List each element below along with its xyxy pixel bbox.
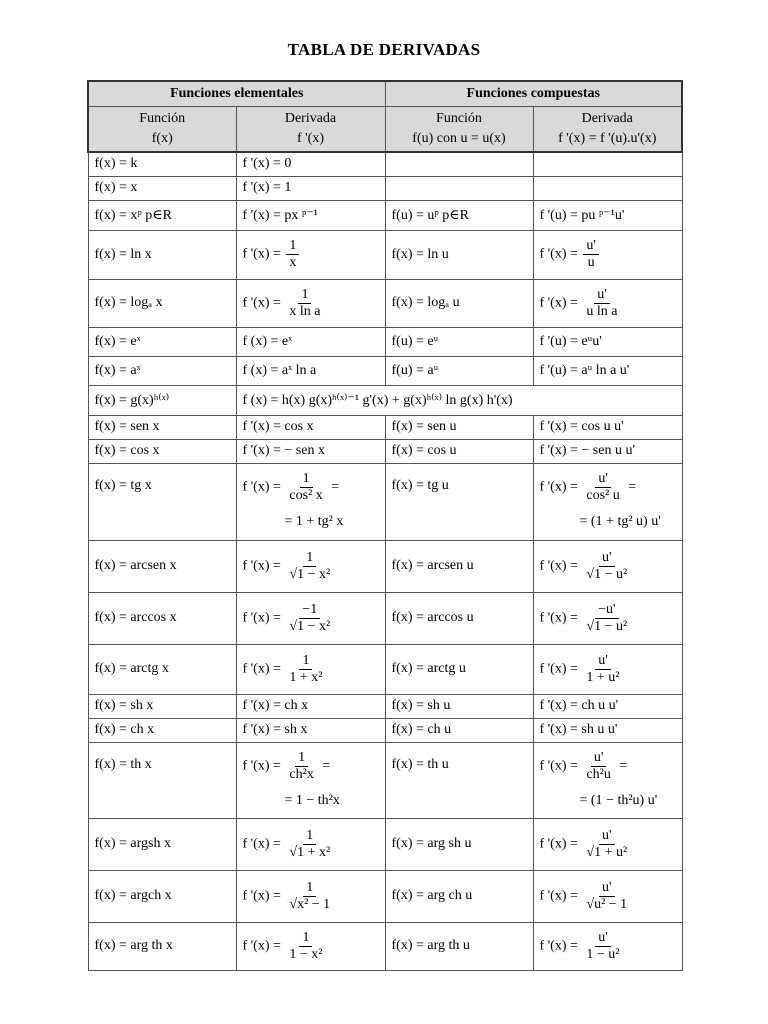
cell-derivada <box>236 694 385 718</box>
fraction <box>583 653 622 686</box>
cell-derivada <box>236 230 385 279</box>
formula-block <box>243 750 385 811</box>
formula-text: f '(u) = pu ᵖ⁻¹u' <box>539 207 625 223</box>
cell-derivada <box>236 415 385 439</box>
formula-line <box>540 287 682 320</box>
fraction-denominator: u ln a <box>586 303 618 319</box>
function-text: f(x) = sen u <box>391 419 457 434</box>
cell-funcion <box>88 439 236 463</box>
cell-funcion <box>88 356 236 385</box>
function-text: f(x) = th u <box>391 756 449 772</box>
cell-funcion <box>88 592 236 644</box>
cell-derivada-compuesta <box>533 327 682 356</box>
cell-funcion-compuesta <box>385 230 533 279</box>
formula-prefix: f '(x) = <box>242 295 285 311</box>
cell-derivada-compuesta <box>533 870 682 922</box>
formula-prefix: f '(x) = <box>539 661 582 677</box>
fraction-denominator: 1 + u² <box>586 669 620 685</box>
fraction-denominator: ch²x <box>289 766 314 782</box>
table-row <box>88 439 682 463</box>
formula-block <box>540 471 682 532</box>
formula-block <box>540 750 682 811</box>
cell-derivada <box>236 176 385 200</box>
table-row <box>88 230 682 279</box>
formula-line <box>243 287 385 320</box>
cell-funcion <box>88 922 236 970</box>
header-funcion-compuesta: Función f(u) con u = u(x) <box>385 107 533 153</box>
table-row <box>88 694 682 718</box>
cell-funcion-compuesta <box>385 152 533 176</box>
cell-funcion <box>88 540 236 592</box>
function-text: f(x) = logₐ x <box>94 295 163 310</box>
cell-derivada-compuesta <box>533 718 682 742</box>
formula-text: f '(x) = ch x <box>242 698 309 713</box>
cell-derivada-compuesta <box>533 922 682 970</box>
cell-funcion-compuesta <box>385 356 533 385</box>
formula-suffix: = <box>318 758 331 774</box>
function-text: f(x) = arg th x <box>94 938 173 953</box>
cell-derivada <box>236 356 385 385</box>
formula-line <box>540 750 682 783</box>
function-text: f(x) = arccos x <box>94 610 177 625</box>
cell-derivada <box>236 152 385 176</box>
formula-text: f '(x) = px ᵖ⁻¹ <box>242 207 318 223</box>
cell-derivada <box>236 463 385 540</box>
table-row <box>88 644 682 694</box>
formula-text: f '(x) = sh u u' <box>539 722 618 737</box>
fraction-numerator: 1 <box>303 828 316 845</box>
table-row <box>88 540 682 592</box>
formula-text: f '(x) = 1 <box>242 180 292 195</box>
function-text: f(x) = ch x <box>94 722 155 737</box>
function-text: f(x) = arg ch u <box>391 888 473 903</box>
table-row <box>88 415 682 439</box>
table-row <box>88 742 682 818</box>
formula-text: f '(u) = aᵘ ln a u' <box>539 362 630 378</box>
formula-text: f '(x) = sh x <box>242 722 308 737</box>
cell-derivada-wide: f (x) = h(x) g(x)ʰ⁽ˣ⁾⁻¹ g'(x) + g(x)ʰ⁽ˣ⁾ ln g(x) h'(x) <box>236 385 682 415</box>
cell-derivada-compuesta <box>533 818 682 870</box>
cell-derivada <box>236 718 385 742</box>
cell-funcion-compuesta <box>385 870 533 922</box>
formula-line <box>243 550 385 583</box>
cell-derivada <box>236 200 385 230</box>
derivatives-table <box>87 80 683 971</box>
cell-derivada-compuesta <box>533 279 682 327</box>
cell-derivada <box>236 592 385 644</box>
fraction-numerator: 1 <box>299 930 312 947</box>
formula-prefix: f '(x) = <box>242 246 285 262</box>
cell-funcion-compuesta <box>385 327 533 356</box>
table-row <box>88 385 682 415</box>
fraction <box>286 750 316 783</box>
function-text: f(x) = arccos u <box>391 610 474 625</box>
function-text: f(x) = ch u <box>391 722 452 737</box>
header-derivada-compuesta: Derivada f '(x) = f '(u).u'(x) <box>533 107 682 153</box>
fraction-numerator: u' <box>599 880 615 897</box>
cell-derivada-compuesta <box>533 415 682 439</box>
function-text: f(x) = ln x <box>94 246 152 262</box>
cell-funcion <box>88 463 236 540</box>
cell-derivada <box>236 922 385 970</box>
table-row <box>88 870 682 922</box>
fraction <box>583 880 630 913</box>
function-text: f(x) = arg th u <box>391 938 470 953</box>
formula-line <box>540 550 682 583</box>
fraction <box>286 238 299 271</box>
page-title: TABLA DE DERIVADAS <box>287 40 481 59</box>
cell-funcion-compuesta <box>385 463 533 540</box>
fraction <box>286 550 333 583</box>
function-text: f(x) = x <box>94 180 138 195</box>
function-text: f(x) = argsh x <box>94 836 171 851</box>
formula-prefix: f '(x) = <box>539 888 582 904</box>
cell-funcion-compuesta <box>385 742 533 818</box>
cell-derivada <box>236 742 385 818</box>
formula-prefix: f '(x) = <box>242 888 285 904</box>
fraction <box>583 471 622 504</box>
formula-line <box>243 828 385 861</box>
fraction <box>583 828 630 861</box>
function-text: f(x) = cos x <box>94 443 160 458</box>
fraction-numerator: −1 <box>299 602 320 619</box>
cell-derivada <box>236 279 385 327</box>
cell-derivada <box>236 870 385 922</box>
formula-prefix: f '(x) = <box>242 938 285 954</box>
cell-funcion-compuesta <box>385 439 533 463</box>
cell-funcion-compuesta <box>385 200 533 230</box>
function-text: f(x) = argch x <box>94 888 172 903</box>
formula-text: f '(x) = − sen x <box>242 443 325 458</box>
formula-continuation: = 1 + tg² x <box>284 514 344 529</box>
fraction-denominator: 1 − u² <box>586 946 620 962</box>
cell-funcion <box>88 870 236 922</box>
formula-line <box>243 930 385 963</box>
fraction-numerator: u' <box>595 471 611 488</box>
fraction-denominator: 1 − x² <box>289 946 323 962</box>
fraction <box>583 238 599 271</box>
cell-derivada-compuesta <box>533 592 682 644</box>
header-funcion-elemental: Función f(x) <box>88 107 236 153</box>
table-row <box>88 718 682 742</box>
cell-derivada <box>236 644 385 694</box>
fraction-denominator: x <box>289 255 297 270</box>
cell-derivada-compuesta <box>533 742 682 818</box>
fraction-numerator: u' <box>595 930 611 947</box>
formula-prefix: f '(x) = <box>242 610 285 626</box>
function-text: f(x) = sh u <box>391 698 451 713</box>
cell-derivada-compuesta <box>533 356 682 385</box>
fraction <box>286 880 333 913</box>
fraction <box>286 471 325 504</box>
formula-text: f (x) = aˣ ln a <box>242 362 317 378</box>
formula-prefix: f '(x) = <box>242 758 285 774</box>
cell-funcion-compuesta <box>385 644 533 694</box>
fraction-denominator: √1 + x² <box>289 844 331 860</box>
table-row <box>88 279 682 327</box>
fraction-denominator: 1 + x² <box>289 669 323 685</box>
cell-derivada-compuesta <box>533 200 682 230</box>
cell-funcion <box>88 327 236 356</box>
cell-funcion-compuesta <box>385 694 533 718</box>
formula-prefix: f '(x) = <box>242 479 285 495</box>
formula-text: f '(x) = cos x <box>242 419 314 434</box>
fraction-denominator: √1 − u² <box>586 618 628 634</box>
fraction-denominator: √1 − x² <box>289 566 331 582</box>
fraction-numerator: u' <box>583 238 599 255</box>
fraction-denominator: √x² − 1 <box>289 896 331 912</box>
cell-funcion <box>88 230 236 279</box>
cell-derivada <box>236 540 385 592</box>
cell-funcion <box>88 818 236 870</box>
formula-continuation: = (1 − th²u) u' <box>579 792 658 808</box>
fraction-numerator: 1 <box>286 238 299 255</box>
cell-funcion <box>88 152 236 176</box>
function-text: f(x) = arctg x <box>94 661 169 676</box>
function-text: f(x) = logₐ u <box>391 295 460 310</box>
function-text: f(x) = arctg u <box>391 661 466 676</box>
function-text: f(x) = ln u <box>391 246 449 262</box>
cell-derivada-compuesta <box>533 152 682 176</box>
formula-prefix: f '(x) = <box>242 558 285 574</box>
formula-prefix: f '(x) = <box>539 558 582 574</box>
formula-line <box>243 238 385 271</box>
fraction-numerator: u' <box>594 287 610 304</box>
formula-line <box>540 930 682 963</box>
function-text: f(u) = eᵘ <box>391 333 439 349</box>
cell-funcion <box>88 176 236 200</box>
formula-line <box>243 750 385 783</box>
fraction <box>583 750 613 783</box>
fraction-numerator: 1 <box>300 471 313 488</box>
formula-text: f (x) = eˣ <box>242 333 293 349</box>
formula-text: f '(x) = 0 <box>242 156 292 172</box>
table-row <box>88 592 682 644</box>
function-text: f(x) = arg sh u <box>391 836 472 851</box>
formula-text: f '(u) = eᵘu' <box>539 333 602 349</box>
formula-prefix: f '(x) = <box>242 661 285 677</box>
formula-line <box>243 471 385 504</box>
formula-prefix: f '(x) = <box>539 479 582 495</box>
formula-prefix: f '(x) = <box>539 246 582 262</box>
fraction <box>286 287 323 320</box>
formula-suffix: = <box>624 479 637 495</box>
fraction <box>583 287 620 320</box>
formula-line <box>540 471 682 504</box>
formula-line <box>540 828 682 861</box>
fraction-numerator: u' <box>599 828 615 845</box>
fraction <box>286 653 325 686</box>
cell-funcion <box>88 385 236 415</box>
fraction <box>583 930 622 963</box>
header-compuestas: Funciones compuestas <box>385 81 682 107</box>
formula-line <box>243 602 385 635</box>
cell-funcion-compuesta <box>385 922 533 970</box>
cell-derivada-compuesta <box>533 176 682 200</box>
fraction-denominator: √1 − x² <box>289 618 331 634</box>
function-text: f(u) = uᵖ p∈R <box>391 207 469 223</box>
fraction-denominator: u <box>587 255 595 270</box>
formula-suffix: = <box>615 758 628 774</box>
fraction-numerator: u' <box>591 750 607 767</box>
fraction-numerator: 1 <box>298 287 311 304</box>
formula-line <box>540 602 682 635</box>
fraction-numerator: u' <box>599 550 615 567</box>
formula-prefix: f '(x) = <box>539 938 582 954</box>
cell-funcion <box>88 415 236 439</box>
function-text: f(x) = k <box>94 156 138 172</box>
table-row <box>88 818 682 870</box>
fraction-denominator: √1 − u² <box>586 566 628 582</box>
fraction-numerator: 1 <box>303 880 316 897</box>
formula-text: f '(x) = ch u u' <box>539 698 619 713</box>
formula-block <box>243 471 385 532</box>
formula-prefix: f '(x) = <box>539 758 582 774</box>
header-derivada-elemental: Derivada f '(x) <box>236 107 385 153</box>
table-row <box>88 200 682 230</box>
formula-prefix: f '(x) = <box>539 295 582 311</box>
fraction <box>286 828 333 861</box>
fraction-denominator: cos² u <box>586 488 620 503</box>
function-text: f(x) = cos u <box>391 443 457 458</box>
cell-funcion-compuesta <box>385 592 533 644</box>
function-text: f(x) = g(x)ʰ⁽ˣ⁾ <box>94 392 170 408</box>
function-text: f(x) = arcsen u <box>391 558 474 573</box>
cell-funcion-compuesta <box>385 176 533 200</box>
cell-derivada-compuesta <box>533 644 682 694</box>
fraction-numerator: 1 <box>299 653 312 670</box>
cell-funcion <box>88 644 236 694</box>
fraction-denominator: √u² − 1 <box>586 896 628 912</box>
cell-funcion-compuesta <box>385 718 533 742</box>
cell-funcion <box>88 718 236 742</box>
formula-text: f '(x) = cos u u' <box>539 419 624 434</box>
fraction <box>583 550 630 583</box>
fraction <box>286 602 333 635</box>
fraction-denominator: cos² x <box>289 488 323 503</box>
formula-text: f '(x) = − sen u u' <box>539 443 635 458</box>
function-text: f(x) = tg x <box>94 477 152 493</box>
table-row <box>88 152 682 176</box>
fraction-denominator: x ln a <box>289 303 321 319</box>
cell-derivada <box>236 439 385 463</box>
function-text: f(u) = aᵘ <box>391 362 439 378</box>
cell-derivada-compuesta <box>533 439 682 463</box>
formula-continuation: = 1 − th²x <box>284 792 340 808</box>
formula-line <box>540 880 682 913</box>
table-row <box>88 922 682 970</box>
cell-funcion-compuesta <box>385 415 533 439</box>
cell-derivada <box>236 818 385 870</box>
fraction-denominator: √1 + u² <box>586 844 628 860</box>
cell-derivada-compuesta <box>533 694 682 718</box>
function-text: f(x) = arcsen x <box>94 558 177 573</box>
cell-derivada-compuesta <box>533 540 682 592</box>
fraction <box>583 602 630 635</box>
formula-continuation: = (1 + tg² u) u' <box>579 514 661 529</box>
fraction <box>286 930 325 963</box>
table-row <box>88 327 682 356</box>
cell-funcion <box>88 200 236 230</box>
formula-prefix: f '(x) = <box>539 610 582 626</box>
table-row <box>88 356 682 385</box>
fraction-numerator: −u' <box>595 602 618 619</box>
formula-line <box>540 238 682 271</box>
table-row <box>88 463 682 540</box>
fraction-numerator: u' <box>595 653 611 670</box>
cell-funcion <box>88 279 236 327</box>
fraction-numerator: 1 <box>303 550 316 567</box>
function-text: f(x) = th x <box>94 756 152 772</box>
function-text: f(x) = xᵖ p∈R <box>94 207 172 223</box>
cell-funcion <box>88 742 236 818</box>
cell-funcion-compuesta <box>385 279 533 327</box>
cell-funcion-compuesta <box>385 818 533 870</box>
function-text: f(x) = sh x <box>94 698 154 713</box>
fraction-numerator: 1 <box>295 750 308 767</box>
formula-prefix: f '(x) = <box>539 836 582 852</box>
function-text: f(x) = eˣ <box>94 333 141 349</box>
cell-derivada-compuesta <box>533 463 682 540</box>
formula-prefix: f '(x) = <box>242 836 285 852</box>
function-text: f(x) = tg u <box>391 477 449 493</box>
table-body <box>88 152 682 970</box>
fraction-denominator: ch²u <box>586 766 611 782</box>
cell-derivada-compuesta <box>533 230 682 279</box>
header-elementales: Funciones elementales <box>88 81 385 107</box>
function-text: f(x) = sen x <box>94 419 160 434</box>
formula-line <box>540 653 682 686</box>
cell-derivada <box>236 327 385 356</box>
formula-line <box>243 880 385 913</box>
cell-funcion <box>88 694 236 718</box>
cell-funcion-compuesta <box>385 540 533 592</box>
formula-line <box>243 653 385 686</box>
function-text: f(x) = aˣ <box>94 362 141 378</box>
formula-suffix: = <box>327 479 340 495</box>
table-row <box>88 176 682 200</box>
